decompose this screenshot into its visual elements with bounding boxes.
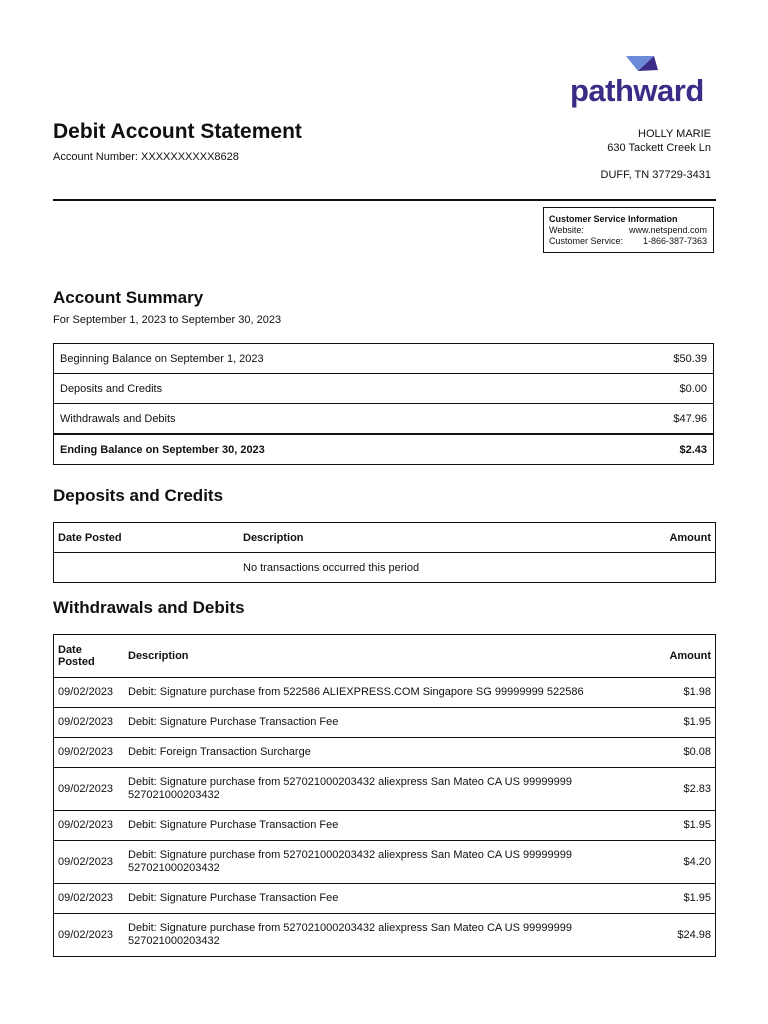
row-amount: $1.95	[656, 708, 715, 738]
row-date: 09/02/2023	[54, 738, 123, 768]
row-amount: $1.98	[656, 678, 715, 708]
table-row	[54, 678, 716, 708]
date-header-line: Posted	[58, 656, 95, 668]
summary-value: $2.43	[598, 434, 714, 465]
summary-value: $47.96	[598, 404, 714, 435]
row-date: 09/02/2023	[54, 884, 123, 914]
table-row	[54, 553, 716, 583]
phone-number[interactable]: 1-866-387-7363	[642, 236, 707, 246]
logo-wordmark: pathward	[570, 73, 704, 108]
table-row	[54, 374, 714, 404]
row-amount: $1.95	[656, 811, 715, 841]
table-row	[54, 914, 716, 957]
account-number: Account Number: XXXXXXXXXX8628	[53, 151, 239, 163]
summary-label: Beginning Balance on September 1, 2023	[54, 344, 598, 374]
website-label: Website:	[549, 225, 584, 235]
empty-cell	[54, 553, 238, 583]
row-date: 09/02/2023	[54, 768, 123, 811]
row-amount: $4.20	[656, 841, 715, 884]
row-description	[122, 841, 656, 884]
table-row	[54, 768, 716, 811]
row-amount: $0.08	[656, 738, 715, 768]
account-summary-heading: Account Summary	[53, 288, 204, 307]
row-date: 09/02/2023	[54, 914, 123, 957]
row-date: 09/02/2023	[54, 811, 123, 841]
row-date: 09/02/2023	[54, 708, 123, 738]
description-line: 527021000203432	[128, 862, 220, 874]
website-link[interactable]: www.netspend.com	[628, 225, 707, 235]
row-date: 09/02/2023	[54, 678, 123, 708]
deposits-heading: Deposits and Credits	[53, 486, 224, 505]
withdrawals-table	[53, 634, 716, 957]
description-line: Debit: Signature purchase from 527021000203432 aliexpress San Mateo CA US 99999999	[128, 776, 572, 788]
summary-value: $0.00	[598, 374, 714, 404]
customer-service-box	[543, 207, 714, 253]
empty-cell	[612, 553, 716, 583]
description-line: 527021000203432	[128, 789, 220, 801]
logo-arrow-icon	[624, 54, 660, 72]
row-description: Debit: Foreign Transaction Surcharge	[122, 738, 656, 768]
table-header-row	[54, 635, 716, 678]
street-address: 630 Tackett Creek Ln	[607, 142, 711, 154]
account-summary-table	[53, 343, 714, 465]
phone-label: Customer Service:	[549, 236, 624, 246]
table-row	[54, 841, 716, 884]
row-date: 09/02/2023	[54, 841, 123, 884]
row-description	[122, 768, 656, 811]
deposits-table	[53, 522, 716, 583]
table-row	[54, 811, 716, 841]
summary-label: Ending Balance on September 30, 2023	[54, 434, 598, 465]
summary-value: $50.39	[598, 344, 714, 374]
city-state-zip: DUFF, TN 37729-3431	[600, 169, 711, 181]
table-row	[54, 884, 716, 914]
column-header-amount: Amount	[612, 523, 716, 553]
row-description	[122, 914, 656, 957]
summary-label: Deposits and Credits	[54, 374, 598, 404]
row-amount: $24.98	[656, 914, 715, 957]
description-line: 527021000203432	[128, 935, 220, 947]
table-row	[54, 404, 714, 435]
description-line: Debit: Signature purchase from 527021000203432 aliexpress San Mateo CA US 99999999	[128, 922, 572, 934]
table-row	[54, 434, 714, 465]
column-header-date: Date Posted	[54, 523, 238, 553]
empty-message: No transactions occurred this period	[237, 553, 612, 583]
description-line: Debit: Signature purchase from 527021000203432 aliexpress San Mateo CA US 99999999	[128, 849, 572, 861]
row-description: Debit: Signature purchase from 522586 ALIEXPRESS.COM Singapore SG 99999999 522586	[122, 678, 656, 708]
page-title: Debit Account Statement	[53, 120, 302, 143]
pathward-logo	[568, 54, 714, 112]
row-description: Debit: Signature Purchase Transaction Fee	[122, 811, 656, 841]
summary-label: Withdrawals and Debits	[54, 404, 598, 435]
row-description: Debit: Signature Purchase Transaction Fee	[122, 884, 656, 914]
summary-period: For September 1, 2023 to September 30, 2023	[53, 314, 282, 326]
table-row	[54, 344, 714, 374]
row-amount: $1.95	[656, 884, 715, 914]
customer-service-heading: Customer Service Information	[549, 214, 678, 224]
mailing-address	[601, 127, 711, 182]
column-header-date	[54, 635, 123, 678]
table-row	[54, 708, 716, 738]
column-header-description: Description	[237, 523, 612, 553]
row-amount: $2.83	[656, 768, 715, 811]
column-header-description: Description	[122, 635, 656, 678]
header-divider	[53, 199, 716, 201]
withdrawals-heading: Withdrawals and Debits	[53, 598, 245, 617]
column-header-amount: Amount	[656, 635, 715, 678]
customer-name: HOLLY MARIE	[638, 128, 711, 140]
row-description: Debit: Signature Purchase Transaction Fee	[122, 708, 656, 738]
table-row	[54, 738, 716, 768]
date-header-line: Date	[58, 644, 82, 656]
table-header-row	[54, 523, 716, 553]
